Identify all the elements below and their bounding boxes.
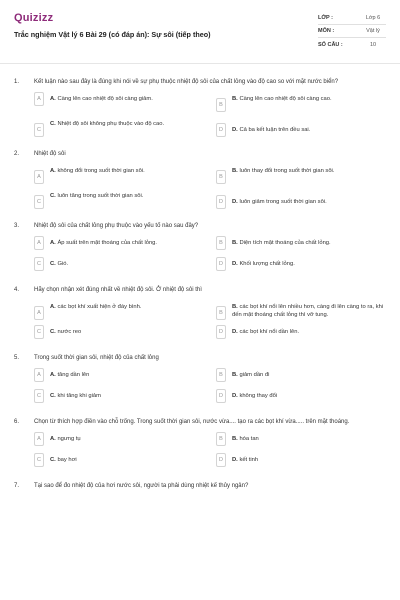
option-b[interactable] [216, 368, 386, 384]
meta-value: 10 [369, 41, 377, 48]
option-grid [14, 164, 386, 209]
meta-key: MÔN : [318, 28, 335, 34]
option-badge: C [34, 325, 44, 339]
question-number: 7. [14, 483, 20, 489]
option-badge: B [216, 236, 226, 250]
option-text [50, 389, 101, 400]
option-text [232, 300, 386, 319]
option-badge: A [34, 236, 44, 250]
question-number: 2. [14, 151, 20, 157]
option-text [50, 257, 68, 268]
option-letter: C. [50, 193, 56, 199]
quizizz-logo: Quizizz [14, 12, 54, 24]
option-badge: D [216, 389, 226, 403]
option-text [232, 389, 277, 400]
option-c[interactable] [34, 389, 204, 405]
option-label: hóa tan [239, 436, 259, 442]
option-label: luôn thay đổi trong suốt thời gian sôi. [239, 168, 335, 174]
option-label: khi tăng khi giảm [57, 393, 101, 399]
option-letter: B. [232, 168, 238, 174]
option-letter: C. [50, 457, 56, 463]
option-badge: C [34, 257, 44, 271]
option-badge: D [216, 453, 226, 467]
option-label: bay hơi [57, 457, 77, 463]
question-5 [14, 354, 386, 405]
option-text [50, 368, 89, 379]
option-badge: C [34, 389, 44, 403]
question-4 [14, 286, 386, 341]
option-d[interactable] [216, 325, 386, 341]
option-a[interactable] [34, 164, 204, 184]
meta-row-count [318, 38, 386, 51]
option-letter: A. [50, 372, 56, 378]
option-d[interactable] [216, 453, 386, 469]
question-line [14, 418, 386, 426]
option-text [232, 325, 299, 336]
option-text [232, 236, 331, 247]
option-text [50, 325, 81, 336]
option-label: luôn tăng trong suốt thời gian sôi. [57, 193, 144, 199]
option-text [50, 92, 153, 103]
option-badge: B [216, 170, 226, 184]
option-label: không thay đổi [239, 393, 278, 399]
question-number: 6. [14, 419, 20, 425]
option-text [232, 368, 269, 379]
option-text [50, 117, 164, 128]
option-label: các bọt khí nổi lên nhiều hơn, càng đi lên càng to ra, khi đến mặt thoáng chất lỏng thì vỡ tung. [232, 304, 384, 318]
question-line [14, 482, 386, 490]
question-7 [14, 482, 386, 490]
option-letter: D. [232, 457, 238, 463]
option-label: tăng dần lên [57, 372, 90, 378]
option-badge: B [216, 306, 226, 320]
question-number: 5. [14, 355, 20, 361]
option-grid [14, 92, 386, 137]
question-line [14, 286, 386, 294]
option-label: nước reo [57, 329, 82, 335]
question-text: Chọn từ thích hợp điền vào chỗ trống. Trong suốt thời gian sôi, nước vừa.... tạo ra các bọt khí vừa..... trên mặt thoáng. [34, 419, 350, 425]
option-text [50, 453, 77, 464]
meta-key: SỐ CÂU : [318, 41, 343, 48]
option-letter: B. [232, 436, 238, 442]
option-a[interactable] [34, 300, 204, 320]
option-label: Gió. [57, 261, 69, 267]
option-b[interactable] [216, 164, 386, 184]
option-letter: D. [232, 199, 238, 205]
option-grid [14, 300, 386, 341]
option-text [232, 432, 259, 443]
option-badge: B [216, 368, 226, 382]
option-label: giảm dần đi [239, 372, 270, 378]
option-badge: C [34, 453, 44, 467]
option-label: Nhiệt độ sôi không phụ thuộc vào độ cao. [57, 121, 165, 127]
meta-row-subject [318, 25, 386, 38]
option-label: Áp suất trên mặt thoáng của chất lỏng. [57, 240, 158, 246]
question-text: Trong suốt thời gian sôi, nhiệt độ của chất lỏng [34, 355, 159, 361]
question-line [14, 150, 386, 158]
meta-table [318, 12, 386, 51]
option-badge: D [216, 325, 226, 339]
question-1 [14, 78, 386, 137]
option-text [50, 164, 145, 175]
option-text [232, 92, 332, 103]
option-badge: A [34, 432, 44, 446]
option-label: ngưng tụ [57, 436, 81, 442]
option-d[interactable] [216, 257, 386, 273]
option-letter: A. [50, 168, 56, 174]
question-number: 4. [14, 287, 20, 293]
option-a[interactable] [34, 368, 204, 384]
option-a[interactable] [34, 432, 204, 448]
option-badge: A [34, 170, 44, 184]
question-text: Tại sao để đo nhiệt độ của hơi nước sôi, người ta phải dùng nhiệt kế thủy ngân? [34, 483, 249, 489]
option-c[interactable] [34, 189, 204, 209]
option-letter: A. [50, 436, 56, 442]
option-text [232, 257, 295, 268]
option-b[interactable] [216, 432, 386, 448]
option-d[interactable] [216, 117, 386, 137]
question-3 [14, 222, 386, 273]
option-label: Khối lượng chất lỏng. [239, 261, 295, 267]
option-letter: A. [50, 240, 56, 246]
meta-value: Lớp 6 [365, 15, 381, 21]
option-a[interactable] [34, 92, 204, 112]
option-grid [14, 432, 386, 469]
option-c[interactable] [34, 257, 204, 273]
option-text [232, 453, 258, 464]
option-letter: D. [232, 261, 238, 267]
question-text: Kết luận nào sau đây là đúng khi nói về sự phụ thuộc nhiệt độ sôi của chất lỏng vào độ cao so với mặt nước biển? [34, 79, 339, 85]
option-label: Càng lên cao nhiệt độ sôi càng giảm. [57, 96, 153, 102]
option-label: các bọt khí xuất hiện ở đáy bình. [57, 304, 142, 310]
option-text [232, 164, 334, 175]
option-badge: D [216, 257, 226, 271]
option-label: Càng lên cao nhiệt độ sôi càng cao. [239, 96, 332, 102]
option-letter: B. [232, 240, 238, 246]
question-line [14, 78, 386, 86]
option-text [232, 117, 310, 134]
option-label: Diện tích mặt thoáng của chất lỏng. [239, 240, 331, 246]
meta-row-class [318, 12, 386, 25]
option-b[interactable] [216, 300, 386, 320]
question-text: Nhiệt độ sôi [34, 151, 66, 157]
option-text [50, 189, 143, 200]
option-letter: C. [50, 121, 56, 127]
option-badge: A [34, 92, 44, 106]
question-6 [14, 418, 386, 469]
option-c[interactable] [34, 453, 204, 469]
option-badge: A [34, 306, 44, 320]
question-text: Nhiệt độ sôi của chất lỏng phụ thuộc vào yếu tố nào sau đây? [34, 223, 199, 229]
question-number: 1. [14, 79, 20, 85]
option-grid [14, 368, 386, 405]
option-badge: A [34, 368, 44, 382]
option-a[interactable] [34, 236, 204, 252]
option-label: không đổi trong suốt thời gian sôi. [57, 168, 145, 174]
option-badge: B [216, 98, 226, 112]
option-badge: D [216, 195, 226, 209]
option-c[interactable] [34, 117, 204, 137]
option-badge: C [34, 195, 44, 209]
question-number: 3. [14, 223, 20, 229]
question-list [0, 64, 400, 490]
option-letter: A. [50, 96, 56, 102]
question-line [14, 354, 386, 362]
question-line [14, 222, 386, 230]
option-letter: C. [50, 261, 56, 267]
option-label: luôn giảm trong suốt thời gian sôi. [239, 199, 327, 205]
option-text [50, 432, 81, 443]
option-b[interactable] [216, 236, 386, 252]
option-badge: B [216, 432, 226, 446]
option-label: các bọt khí nổi dần lên. [239, 329, 300, 335]
option-letter: B. [232, 304, 238, 310]
option-letter: D. [232, 329, 238, 335]
option-grid [14, 236, 386, 273]
option-b[interactable] [216, 92, 386, 112]
option-label: Cả ba kết luận trên đều sai. [239, 127, 311, 133]
option-d[interactable] [216, 189, 386, 209]
option-letter: C. [50, 329, 56, 335]
option-letter: D. [232, 393, 238, 399]
option-letter: B. [232, 96, 238, 102]
option-c[interactable] [34, 325, 204, 341]
question-2 [14, 150, 386, 209]
option-text [50, 236, 157, 247]
option-letter: B. [232, 372, 238, 378]
option-letter: D. [232, 127, 238, 133]
option-d[interactable] [216, 389, 386, 405]
meta-value: Vật lý [366, 28, 380, 34]
page-title: Trắc nghiệm Vật lý 6 Bài 29 (có đáp án): Sự sôi (tiếp theo) [14, 30, 211, 39]
option-letter: C. [50, 393, 56, 399]
option-label: kết tinh [239, 457, 259, 463]
question-text: Hãy chọn nhận xét đúng nhất về nhiệt độ sôi. Ở nhiệt độ sôi thì [34, 287, 202, 293]
option-text [232, 189, 327, 206]
option-badge: C [34, 123, 44, 137]
option-letter: A. [50, 304, 56, 310]
meta-key: LỚP : [318, 15, 333, 21]
option-badge: D [216, 123, 226, 137]
header [0, 0, 400, 64]
option-text [50, 300, 141, 311]
